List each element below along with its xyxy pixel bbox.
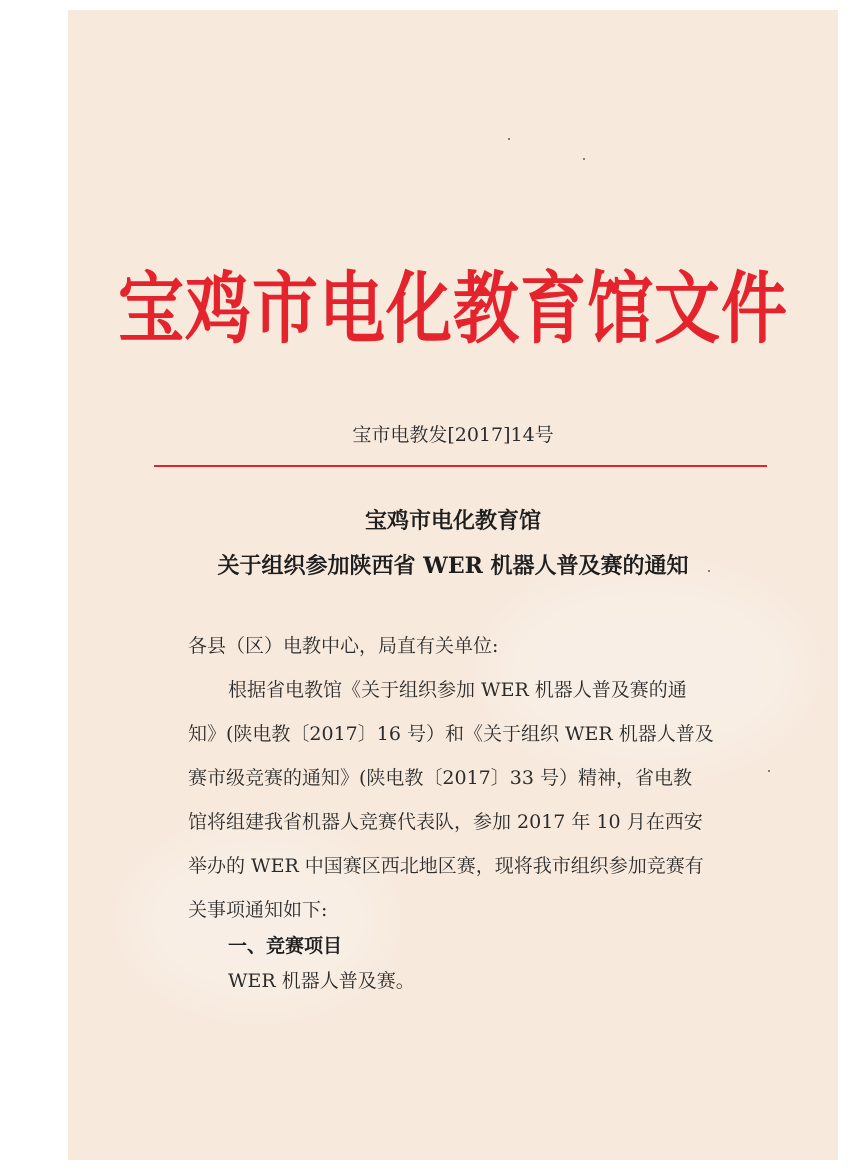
document-page [68,10,838,1160]
paper-speck [508,138,510,140]
salutation: 各县（区）电教中心，局直有关单位: [188,635,499,657]
document-header-title: 宝鸡市电化教育馆文件 [118,262,788,355]
section-text: WER 机器人普及赛。 [228,970,415,992]
paragraph-line: 馆将组建我省机器人竞赛代表队，参加 2017 年 10 月在西安 [188,811,703,833]
paragraph-line: 根据省电教馆《关于组织参加 WER 机器人普及赛的通 [228,679,687,701]
notice-title-line2: 关于组织参加陕西省 WER 机器人普及赛的通知 [217,553,689,579]
red-divider-line [154,465,767,467]
paper-speck [768,770,770,772]
paper-speck [708,570,710,572]
document-number: 宝市电教发[2017]14号 [352,424,554,446]
paragraph-line: 赛市级竞赛的通知》(陕电教〔2017〕33 号）精神，省电教 [188,767,692,789]
paper-speck [583,158,585,160]
notice-title-line1: 宝鸡市电化教育馆 [364,508,541,534]
paragraph-line: 举办的 WER 中国赛区西北地区赛，现将我市组织参加竞赛有 [188,855,704,877]
paragraph-line: 知》(陕电教〔2017〕16 号）和《关于组织 WER 机器人普及 [188,723,714,745]
paragraph-line: 关事项通知如下: [188,899,328,921]
section-heading: 一、竞赛项目 [228,935,343,957]
